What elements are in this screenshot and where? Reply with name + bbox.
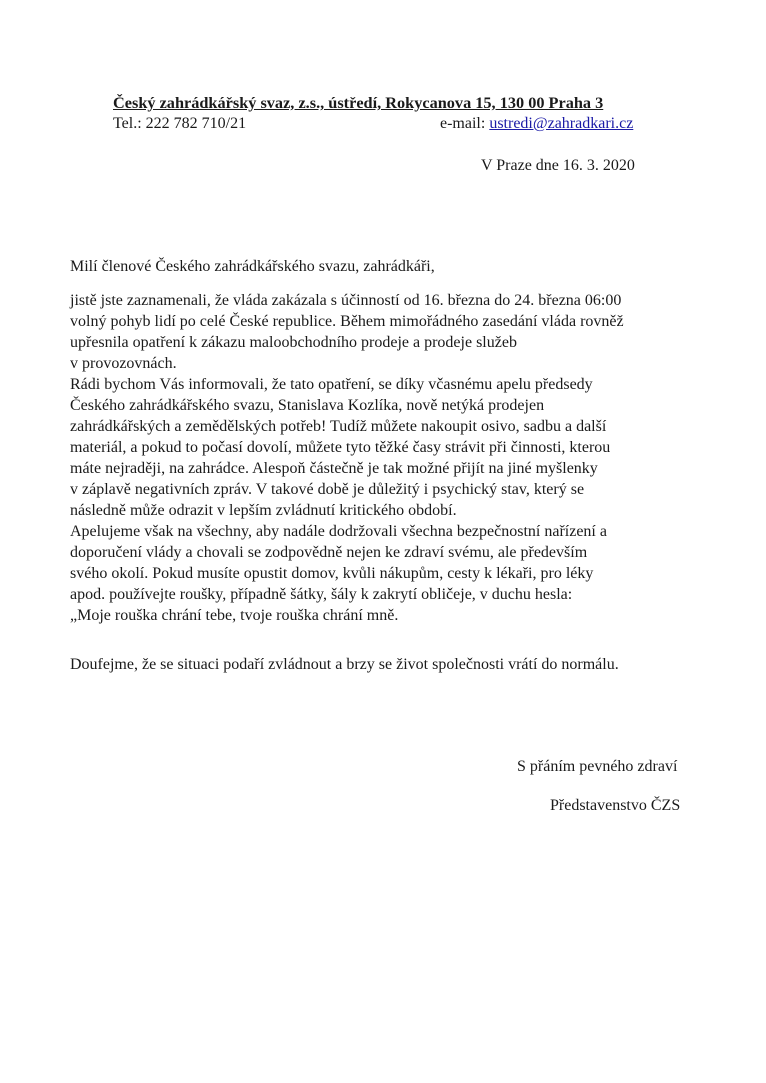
closing-paragraph: Doufejme, že se situaci podaří zvládnout a brzy se život společnosti vrátí do normálu. bbox=[70, 656, 619, 673]
body-line: volný pohyb lidí po celé České republice. Během mimořádného zasedání vláda rovněž bbox=[70, 313, 624, 330]
email-label: e-mail: bbox=[440, 115, 490, 132]
body-line: doporučení vlády a chovali se zodpovědně nejen ke zdraví svému, ale především bbox=[70, 544, 588, 561]
signature-signatory: Představenstvo ČZS bbox=[550, 797, 681, 814]
body-line: jistě jste zaznamenali, že vláda zakázala s účinností od 16. března do 24. března 06:00 bbox=[70, 292, 622, 309]
body-line: máte nejraději, na zahrádce. Alespoň částečně je tak možné přijít na jiné myšlenky bbox=[70, 460, 598, 477]
letterhead-phone: Tel.: 222 782 710/21 bbox=[113, 115, 247, 132]
signature-wish: S přáním pevného zdraví bbox=[517, 758, 678, 775]
body-line: materiál, a pokud to počasí dovolí, můžete tyto těžké časy strávit při činnosti, kterou bbox=[70, 439, 611, 456]
body-line: v záplavě negativních zpráv. V takové době je důležitý i psychický stav, který se bbox=[70, 481, 585, 498]
body-line: zahrádkářských a zemědělských potřeb! Tudíž můžete nakoupit osivo, sadbu a další bbox=[70, 418, 607, 435]
body-line: „Moje rouška chrání tebe, tvoje rouška chrání mně. bbox=[70, 607, 399, 624]
body-line: apod. používejte roušky, případně šátky, šály k zakrytí obličeje, v duchu hesla: bbox=[70, 586, 573, 603]
body-line: Apelujeme však na všechny, aby nadále dodržovali všechna bezpečnostní nařízení a bbox=[70, 523, 607, 540]
letter-body bbox=[70, 290, 710, 626]
body-line: svého okolí. Pokud musíte opustit domov, kvůli nákupům, cesty k lékaři, pro léky bbox=[70, 565, 594, 582]
greeting: Milí členové Českého zahrádkářského svazu, zahrádkáři, bbox=[70, 258, 435, 275]
date-line: V Praze dne 16. 3. 2020 bbox=[481, 157, 635, 174]
body-line: Českého zahrádkářského svazu, Stanislava Kozlíka, nově netýká prodejen bbox=[70, 397, 545, 414]
body-line: Rádi bychom Vás informovali, že tato opatření, se díky včasnému apelu předsedy bbox=[70, 376, 593, 393]
email-link[interactable]: ustredi@zahradkari.cz bbox=[489, 115, 634, 132]
body-line: v provozovnách. bbox=[70, 355, 177, 372]
body-line: následně může odrazit v lepším zvládnutí kritického období. bbox=[70, 502, 457, 519]
letterhead-organization: Český zahrádkářský svaz, z.s., ústředí, Rokycanova 15, 130 00 Praha 3 bbox=[113, 93, 604, 112]
letterhead-email-line bbox=[440, 115, 633, 133]
body-line: upřesnila opatření k zákazu maloobchodního prodeje a prodeje služeb bbox=[70, 334, 517, 351]
